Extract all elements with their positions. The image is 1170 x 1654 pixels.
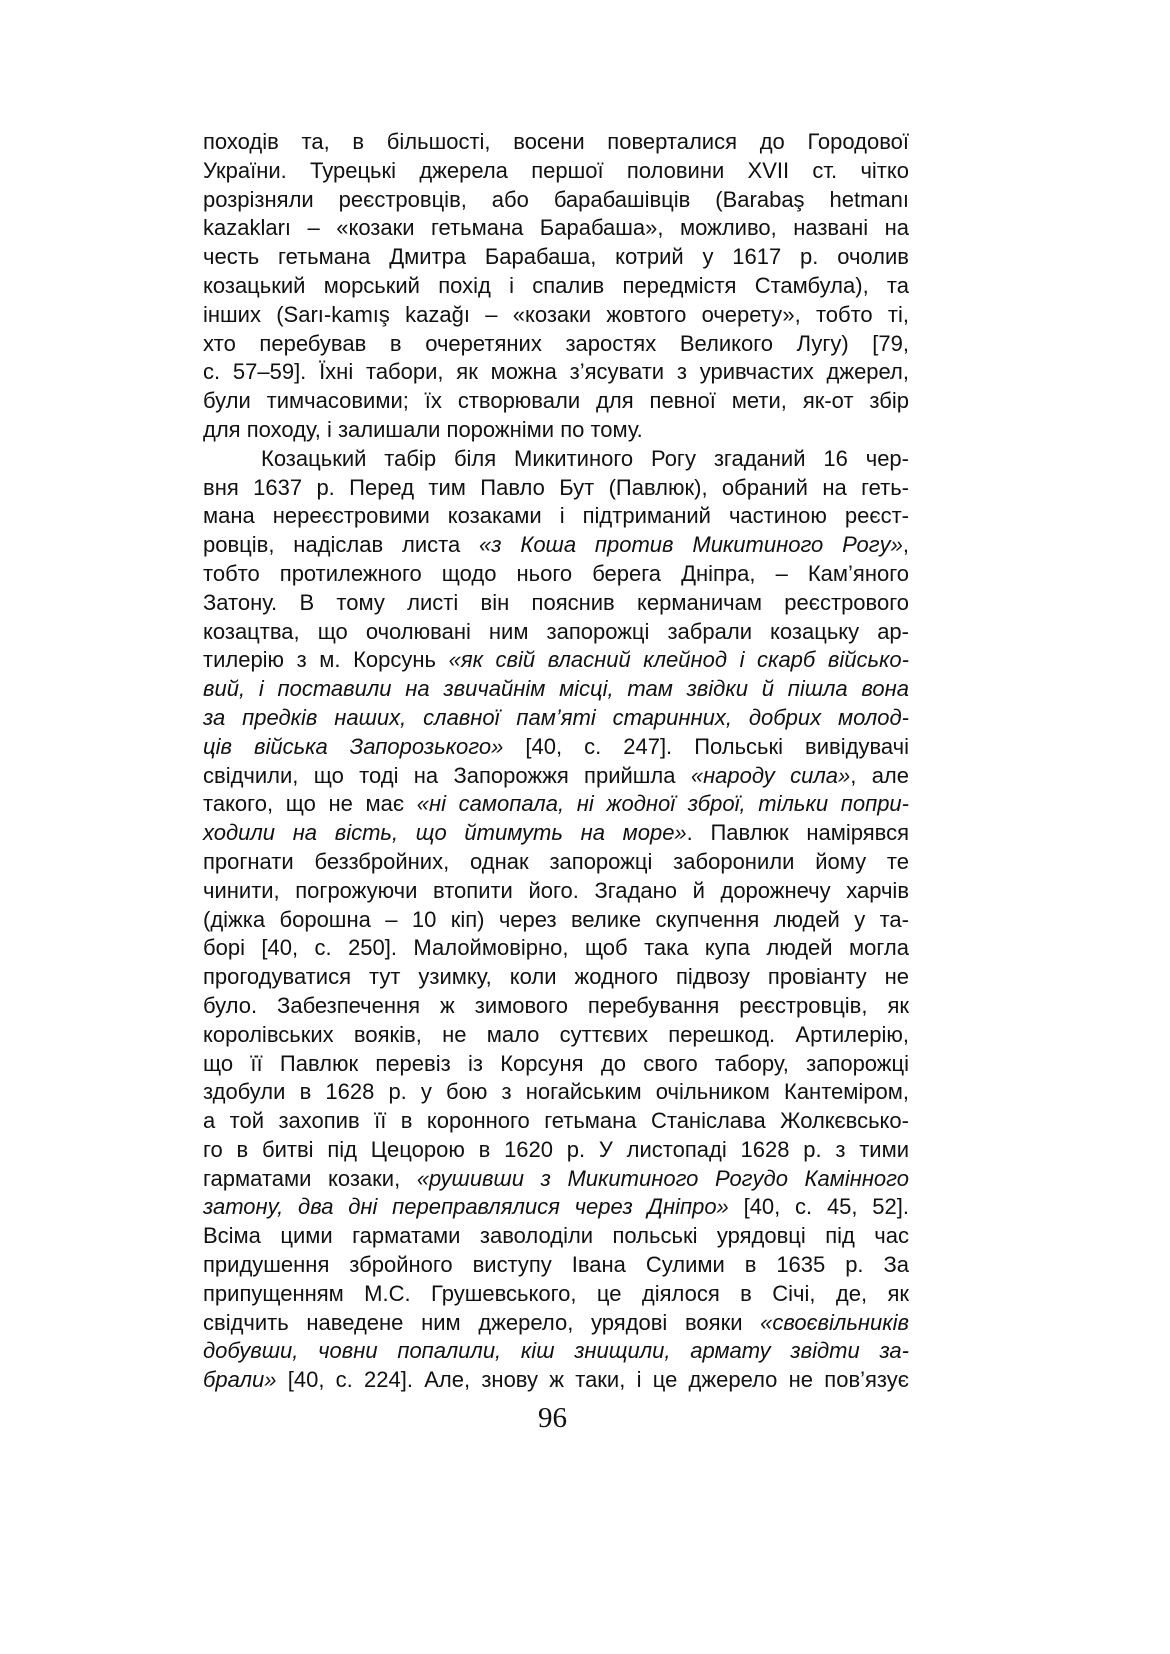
text-run: чинити, погрожуючи втопити його. Згадано й дорожнечу харчів — [203, 877, 909, 903]
text-line — [203, 618, 909, 647]
text-line — [203, 762, 909, 791]
text-run: тобто протилежного щодо нього берега Дніпра, – Кам’яного — [203, 560, 909, 586]
text-run: прогодуватися тут узимку, коли жодного підвозу провіанту не — [203, 964, 909, 990]
text-run: Козацький табір біля Микитиного Рогу згаданий 16 чер- — [261, 445, 909, 471]
text-line — [203, 848, 909, 877]
text-run: с. 57–59]. Їхні табори, як можна з’ясувати з уривчастих джерел, — [203, 359, 909, 385]
text-line — [203, 157, 909, 186]
text-run: такого, що не має — [203, 791, 417, 817]
text-line — [203, 704, 909, 733]
text-line — [203, 387, 909, 416]
text-line — [203, 1136, 909, 1165]
text-line — [203, 243, 909, 272]
text-run: гарматами козаки, — [203, 1165, 417, 1191]
text-run: інших (Sarı-kamış kazağı – «козаки жовтого очерету», тобто ті, — [203, 301, 909, 327]
text-run: борі [40, с. 250]. Малоймовірно, щоб така купа людей могла — [203, 935, 909, 961]
text-line — [203, 1251, 909, 1280]
text-run: королівських вояків, не мало суттєвих перешкод. Артилерію, — [203, 1021, 909, 1047]
text-line — [203, 934, 909, 963]
text-run: походів та, в більшості, восени поверталися до Городової — [203, 129, 909, 154]
text-line — [203, 733, 909, 762]
text-run: прогнати беззбройних, однак запорожці заборонили йому те — [203, 848, 909, 874]
text-line — [203, 646, 909, 675]
quoted-text: брали» — [203, 1367, 277, 1393]
text-line — [203, 358, 909, 387]
quoted-text: «рушивши з Микитиного Рогудо Камінного — [416, 1165, 909, 1191]
text-line — [203, 877, 909, 906]
text-line — [203, 1222, 909, 1251]
text-line — [203, 675, 909, 704]
text-line — [203, 186, 909, 215]
text-run: свідчили, що тоді на Запорожжя прийшла — [203, 762, 691, 788]
text-run: козацький морський похід і спалив передмістя Стамбула), та — [203, 272, 909, 298]
text-run: [40, с. 247]. Польські вивідувачі — [503, 733, 909, 759]
paragraph — [203, 128, 909, 445]
paragraph — [203, 445, 909, 1395]
text-run: тилерію з м. Корсунь — [203, 647, 449, 673]
text-run: здобули в 1628 р. у бою з ногайським очільником Кантеміром, — [203, 1079, 909, 1105]
text-run: . Павлюк намірявся — [686, 820, 909, 846]
text-run: честь гетьмана Дмитра Барабаша, котрий у 1617 р. очолив — [203, 244, 909, 270]
text-line — [203, 445, 909, 474]
text-run: Затону. В тому листі він пояснив керманичам реєстрового — [203, 589, 909, 615]
page-number: 96 — [538, 1402, 567, 1434]
quoted-text: «своєвільників — [760, 1309, 909, 1335]
text-line — [203, 1050, 909, 1079]
text-run: kazakları – «козаки гетьмана Барабаша», можливо, названі на — [203, 215, 909, 241]
text-run: Всіма цими гарматами заволоділи польські урядовці під час — [203, 1223, 909, 1249]
text-line — [203, 1078, 909, 1107]
text-line — [203, 790, 909, 819]
text-run: го в битві під Цецорою в 1620 р. У листопаді 1628 р. з тими — [203, 1136, 909, 1162]
text-line — [203, 1366, 909, 1395]
text-run: вня 1637 р. Перед тим Павло Бут (Павлюк), обраний на геть- — [203, 474, 909, 500]
text-line — [203, 992, 909, 1021]
text-line — [203, 330, 909, 359]
text-line — [203, 1165, 909, 1194]
text-run: хто перебував в очеретяних заростях Великого Лугу) [79, — [203, 330, 909, 356]
text-run: були тимчасовими; їх створювали для певної мети, як-от збір — [203, 388, 909, 414]
quoted-text: добувши, човни попалили, кіш знищили, армату звідти за- — [203, 1338, 909, 1364]
quoted-text: за предків наших, славної пам’яті старинних, добрих молод- — [203, 704, 909, 730]
body-text — [203, 128, 909, 1395]
text-run: свідчить наведене ним джерело, урядові вояки — [203, 1309, 761, 1335]
text-line — [203, 1280, 909, 1309]
text-run: козацтва, що очолювані ним запорожці забрали козацьку ар- — [203, 618, 909, 644]
text-line — [203, 963, 909, 992]
text-run: придушення збройного виступу Івана Сулими в 1635 р. За — [203, 1252, 909, 1278]
text-run: а той захопив її в коронного гетьмана Станіслава Жолкєвсько- — [203, 1108, 909, 1134]
text-line — [203, 1309, 909, 1338]
text-run: мана нереєстровими козаками і підтриманий частиною реєст- — [203, 503, 909, 529]
text-line — [203, 301, 909, 330]
text-run: припущенням М.С. Грушевського, це діялося в Січі, де, як — [203, 1280, 909, 1306]
text-run: розрізняли реєстровців, або барабашівців (Barabaş hetmanı — [203, 186, 909, 212]
text-line — [203, 1021, 909, 1050]
text-run: було. Забезпечення ж зимового перебування реєстровців, як — [203, 992, 909, 1018]
text-run: , але — [850, 762, 909, 788]
text-line — [203, 502, 909, 531]
text-run: , — [902, 532, 910, 558]
quoted-text: «ні самопала, ні жодної зброї, тільки попри- — [416, 791, 909, 817]
text-run: що її Павлюк перевіз із Корсуня до свого табору, запорожці — [203, 1050, 909, 1076]
text-line — [203, 416, 909, 445]
text-line — [203, 214, 909, 243]
text-run: (діжка борошна – 10 кіп) через велике скупчення людей у та- — [203, 906, 909, 932]
text-run: [40, с. 224]. Але, знову ж таки, і це джерело не пов’язує — [276, 1367, 909, 1393]
quoted-text: вий, і поставили на звичайнім місці, там звідки й пішла вона — [203, 676, 909, 702]
text-line — [203, 474, 909, 503]
quoted-text: ців війська Запорозького» — [203, 733, 504, 759]
text-run: України. Турецькі джерела першої половини XVII ст. чітко — [203, 157, 909, 183]
text-run: для походу, і залишали порожніми по тому. — [203, 416, 643, 442]
text-line — [203, 128, 909, 157]
text-line — [203, 589, 909, 618]
quoted-text: «як свій власний клейнод і скарб військо- — [448, 647, 909, 673]
quoted-text: «народу сила» — [690, 762, 851, 788]
text-line — [203, 1337, 909, 1366]
text-line — [203, 272, 909, 301]
text-line — [203, 819, 909, 848]
quoted-text: «з Коша против Микитиного Рогу» — [479, 532, 903, 558]
text-line — [203, 906, 909, 935]
text-line — [203, 531, 909, 560]
text-line — [203, 560, 909, 589]
text-run: ровців, надіслав листа — [203, 532, 480, 558]
text-line — [203, 1193, 909, 1222]
quoted-text: ходили на вість, що йтимуть на море» — [203, 820, 687, 846]
quoted-text: затону, два дні переправлялися через Дніпро» — [203, 1194, 729, 1220]
text-line — [203, 1107, 909, 1136]
text-run: [40, с. 45, 52]. — [728, 1194, 909, 1220]
